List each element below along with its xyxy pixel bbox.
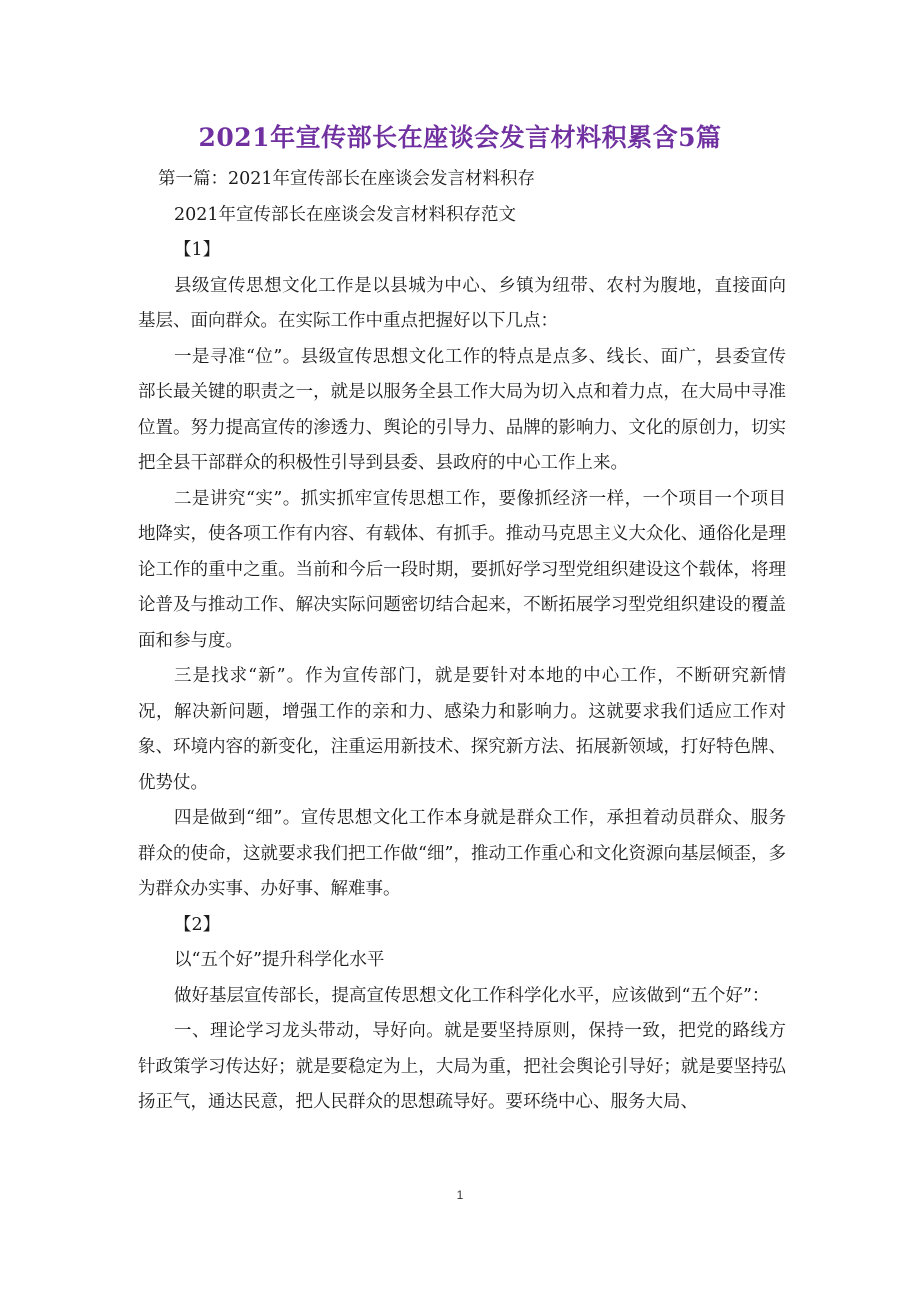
body-paragraph: 做好基层宣传部长，提高宣传思想文化工作科学化水平，应该做到“五个好”： xyxy=(174,985,770,1006)
body-paragraph: 一是寻准“位”。县级宣传思想文化工作的特点是点多、线长、面广，县委宣传部长最关键的职责之一，就是以服务全县工作大局为切入点和着力点，在大局中寻准位置。努力提高宣传的渗透力、舆论的引导力、品牌的影响力、文化的原创力，切实把全县干部群众的积极性引导到县委、县政府的中心工作上来。 xyxy=(138,346,786,473)
body-paragraph: 三是找求“新”。作为宣传部门，就是要针对本地的中心工作，不断研究新情况，解决新问题，增强工作的亲和力、感染力和影响力。这就要求我们适应工作对象、环境内容的新变化，注重运用新技术、探究新方法、拓展新领域，打好特色牌、优势仗。 xyxy=(138,666,786,793)
page-number: 1 xyxy=(456,1188,464,1202)
body-paragraph: 二是讲究“实”。抓实抓牢宣传思想工作，要像抓经济一样，一个项目一个项目地降实，使各项工作有内容、有载体、有抓手。推动马克思主义大众化、通俗化是理论工作的重中之重。当前和今后一段时期，要抓好学习型党组织建设这个载体，将理论普及与推动工作、解决实际问题密切结合起来，不断拓展学习型党组织建设的覆盖面和参与度。 xyxy=(138,488,786,651)
document-title: 2021年宣传部长在座谈会发言材料积累含5篇 xyxy=(198,123,722,152)
body-paragraph: 一、理论学习龙头带动，导好向。就是要坚持原则，保持一致，把党的路线方针政策学习传达好；就是要稳定为上，大局为重，把社会舆论引导好；就是要坚持弘扬正气，通达民意，把人民群众的思想疏导好。要环绕中心、服务大局、 xyxy=(138,1021,786,1112)
document-body xyxy=(138,162,786,1121)
section-marker: 【2】 xyxy=(174,914,221,935)
subheading: 以“五个好”提升科学化水平 xyxy=(174,950,385,970)
body-paragraph: 县级宣传思想文化工作是以县城为中心、乡镇为纽带、农村为腹地，直接面向基层、面向群众。在实际工作中重点把握好以下几点： xyxy=(138,275,786,331)
section-heading: 第一篇：2021年宣传部长在座谈会发言材料积存 xyxy=(158,169,536,189)
section-marker: 【1】 xyxy=(174,240,221,260)
body-paragraph: 四是做到“细”。宣传思想文化工作本身就是群众工作，承担着动员群众、服务群众的使命，这就要求我们把工作做“细”，推动工作重心和文化资源向基层倾歪，多为群众办实事、办好事、解难事。 xyxy=(138,808,786,899)
subheading: 2021年宣传部长在座谈会发言材料积存范文 xyxy=(174,204,517,225)
